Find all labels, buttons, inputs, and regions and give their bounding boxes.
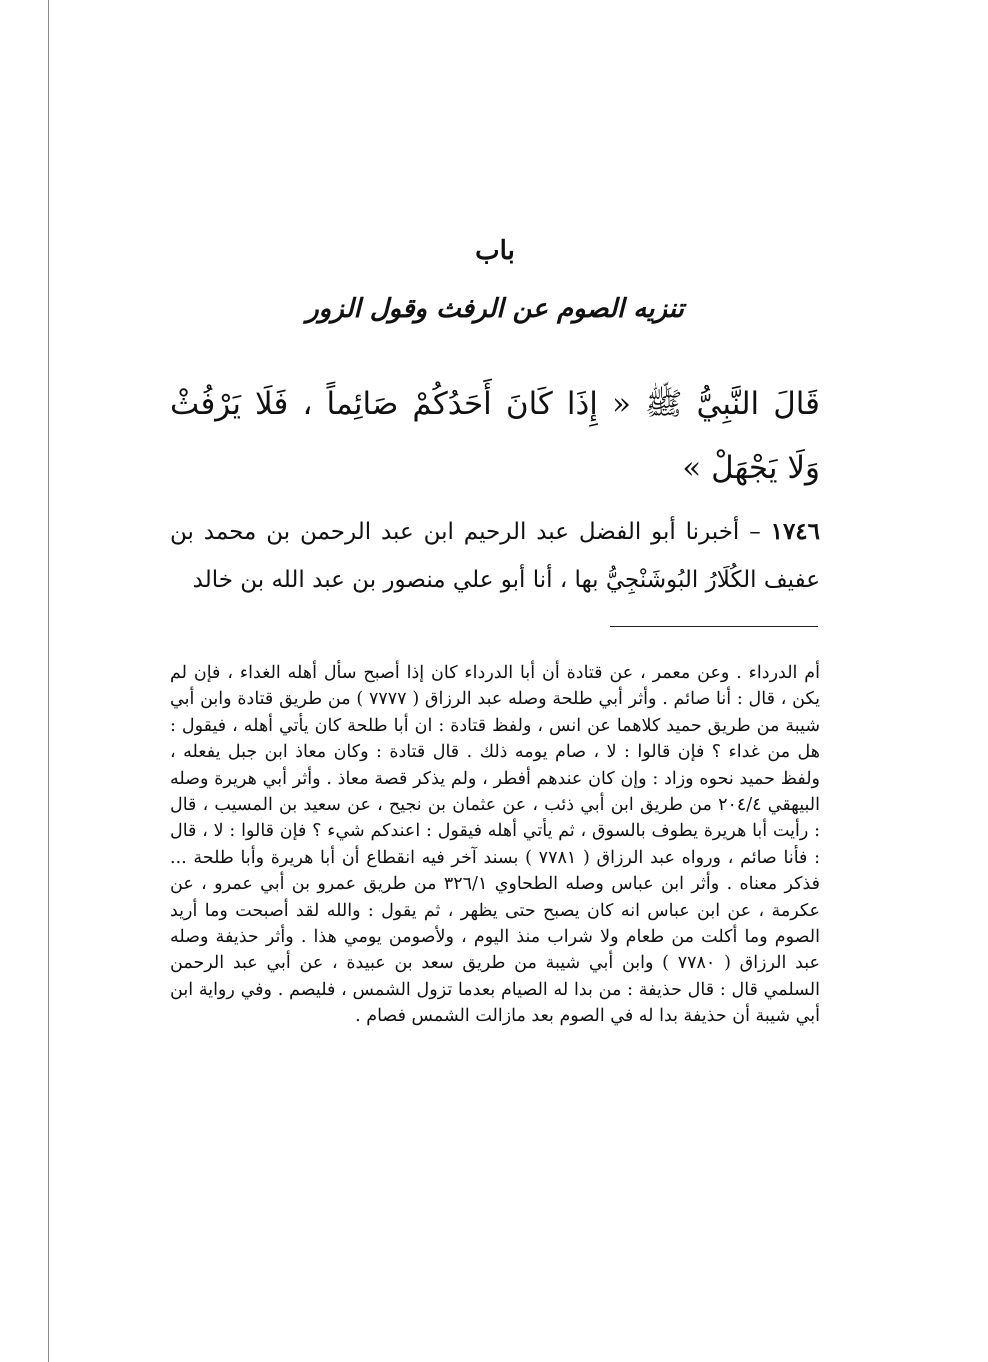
chapter-title: باب — [475, 236, 515, 266]
page-margin-line — [48, 0, 49, 1362]
footnote-separator — [610, 626, 818, 627]
isnad-paragraph — [170, 508, 820, 604]
book-page — [170, 0, 820, 1362]
isnad-text: – أخبرنا أبو الفضل عبد الرحيم ابن عبد الرحمن بن محمد بن عفيف الكُلَارُ البُوشَنْجِيُّ بها ، أنا أبو علي منصور بن عبد الله بن خالد — [170, 519, 820, 593]
hadith-text: قَالَ النَّبِيُّ ﷺ « إِذَا كَانَ أَحَدُكُمْ صَائِماً ، فَلَا يَرْفُثْ وَلَا يَجْهَلْ » — [170, 386, 820, 486]
chapter-subtitle: تنزيه الصوم عن الرفث وقول الزور — [306, 294, 684, 324]
hadith-number: ١٧٤٦ — [770, 518, 821, 545]
footnote-text: أم الدرداء . وعن معمر ، عن قتادة أن أبا الدرداء كان إذا أصبح سأل أهله الغداء ، فإن لم يكن ، قال : أنا صائم . وأثر أبي طلحة وصله عبد الرزاق ( ٧٧٧٧ ) من طريق قتادة وابن أبي شيبة من طريق حميد كلاهما عن انس ، ولفظ قتادة : ان أبا طلحة كان يأتي أهله ، فيقول : هل من غداء ؟ فإن قالوا : لا ، صام يومه ذلك . قال قتادة : وكان معاذ ابن جبل يفعله ، ولفظ حميد نحوه وزاد : وإن كان عندهم أفطر ، ولم يذكر قصة معاذ . وأثر أبي هريرة وصله البيهقي ٢٠٤/٤ من طريق ابن أبي ذئب ، عن عثمان بن نجيح ، عن سعيد بن المسيب ، قال : رأيت أبا هريرة يطوف بالسوق ، ثم يأتي أهله فيقول : اعندكم شيء ؟ فإن قالوا : لا ، قال : فأنا صائم ، ورواه عبد الرزاق ( ٧٧٨١ ) بسند آخر فيه انقطاع أن أبا هريرة وأبا طلحة ... فذكر معناه . وأثر ابن عباس وصله الطحاوي ٣٢٦/١ من طريق عمرو بن أبي عمرو ، عن عكرمة ، عن ابن عباس انه كان يصبح حتى يظهر ، ثم يقول : والله لقد أصبحت وما أريد الصوم وما أكلت من طعام ولا شراب منذ اليوم ، ولأصومن يومي هذا . وأثر حذيفة وصله عبد الرزاق ( ٧٧٨٠ ) وابن أبي شيبة من طريق سعد بن عبيدة ، عن أبي عبد الرحمن السلمي قال : قال حذيفة : من بدا له الصيام بعدما تزول الشمس ، فليصم . وفي رواية ابن أبي شيبة أن حذيفة بدا له في الصوم بعد مازالت الشمس فصام . — [170, 663, 821, 1027]
